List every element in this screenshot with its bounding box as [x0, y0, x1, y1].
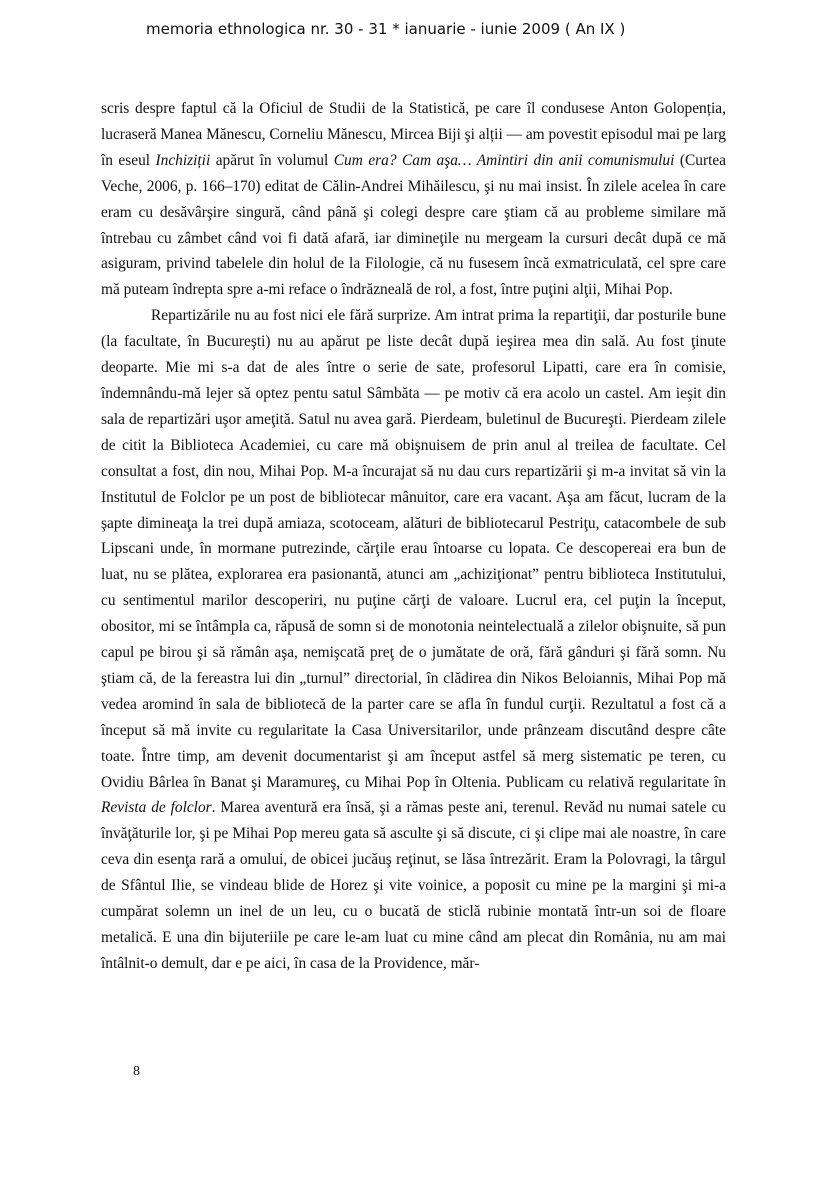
- journal-title-revista-de-folclor: Revista de folclor: [101, 799, 212, 817]
- paragraph-1-text-b: apărut în volumul: [210, 151, 334, 169]
- running-header: memoria ethnologica nr. 30 - 31 * ianuarie - iunie 2009 ( An IX ): [146, 20, 626, 38]
- article-body: [101, 96, 726, 977]
- paragraph-2: [101, 303, 726, 977]
- paragraph-2-text-b: . Marea aventură era însă, şi a rămas peste ani, terenul. Revăd nu numai satele cu învăţăturile lor, şi pe Mihai Pop mereu gata să asculte şi să discute, ci şi clipe mai ale noastre, în care ceva din esenţa rară a omului, de obicei jucăuş reţinut, se lăsa întrezărit. Eram la Polovragi, la târgul de Sfântul Ilie, se vindeau blide de Horez şi vite voinice, a poposit cu mine pe la margini şi mi-a cumpărat solemn un inel de un leu, cu o bucată de sticlă rubinie montată într-un soi de floare metalică. E una din bijuteriile pe care le-am luat cu mine când am plecat din România, nu am mai întâlnit-o demult, dar e pe aici, în casa de la Providence, măr-: [101, 799, 726, 972]
- book-title-cum-era: Cum era? Cam aşa… Amintiri din anii comunismului: [333, 151, 675, 169]
- paragraph-1-text-a: scris despre faptul că la Oficiul de Studii de la Statistică, pe care îl condusese Anton Golopenția, lucraseră Manea Mănescu, Corneliu Mănescu, Mircea Biji şi alții — am povestit episodul mai pe larg în eseul: [101, 100, 727, 169]
- paragraph-1: [101, 96, 726, 303]
- book-title-inchizitii: Inchiziții: [155, 151, 211, 169]
- paragraph-2-text-a: Repartizările nu au fost nici ele fără surprize. Am intrat prima la repartiţii, dar posturile bune (la facultate, în Bucureşti) nu au apărut pe liste decât după ieşirea mea din sală. Au fost ţinute deoparte. Mie mi s-a dat de ales între o serie de sate, profesorul Lipatti, care era în comisie, îndemnându-mă lejer să optez pentu satul Sâmbăta — pe motiv că era acolo un castel. Am ieşit din sala de repartizări uşor ameţită. Satul nu avea gară. Pierdeam, buletinul de Bucureşti. Pierdeam zilele de citit la Biblioteca Academiei, cu care mă obişnuisem de prin anul al treilea de facultate. Cel consultat a fost, din nou, Mihai Pop. M-a încurajat să nu dau curs repartizării şi m-a invitat să vin la Institutul de Folclor pe un post de bibliotecar mânuitor, care era vacant. Aşa am făcut, lucram de la şapte dimineaţa la trei după amiaza, scotoceam, alături de bibliotecarul Pestriţu, catacombele de sub Lipscani unde, în mormane putrezinde, cărţile erau întoarse cu lopata. Ce descopereai era bun de luat, nu se plătea, explorarea era pasionantă, atunci am „achiziţionat” pentru biblioteca Institutului, cu sentimentul marilor descoperiri, nu puţine cărţi de valoare. Lucrul era, cel puţin la început, obositor, mi se întâmpla ca, răpusă de somn si de monotonia neintelectuală a zilelor obişnuite, să pun capul pe birou şi să rămân aşa, nemişcată preţ de o jumătate de oră, fără gânduri şi fără somn. Nu ştiam că, de la fereastra lui din „turnul” directorial, în clădirea din Nikos Beloiannis, Mihai Pop mă vedea aromind în sala de bibliotecă de la parter care se afla în fundul curţii. Rezultatul a fost că a început să mă invite cu regularitate la Casa Universitarilor, unde prânzeam discutând despre câte toate. Între timp, am devenit documentarist şi am început astfel să merg sistematic pe teren, cu Ovidiu Bârlea în Banat şi Maramureş, cu Mihai Pop în Oltenia. Publicam cu relativă regularitate în: [101, 307, 726, 791]
- paragraph-1-text-c: (Curtea Veche, 2006, p. 166–170) editat de Călin-Andrei Mihăilescu, şi nu mai insist. În zilele acelea în care eram cu desăvârşire singură, când până şi colegi despre care ştiam că au probleme similare mă întrebau cu zâmbet când voi fi dată afară, iar dimineţile nu mergeam la cursuri decât după ce mă asiguram, privind tabelele din holul de la Filologie, că nu fusesem încă exmatriculată, cel spre care mă puteam îndrepta spre a-mi reface o îndrăzneală de rol, a fost, între puţini alţii, Mihai Pop.: [101, 151, 727, 299]
- page-number: 8: [133, 1064, 140, 1079]
